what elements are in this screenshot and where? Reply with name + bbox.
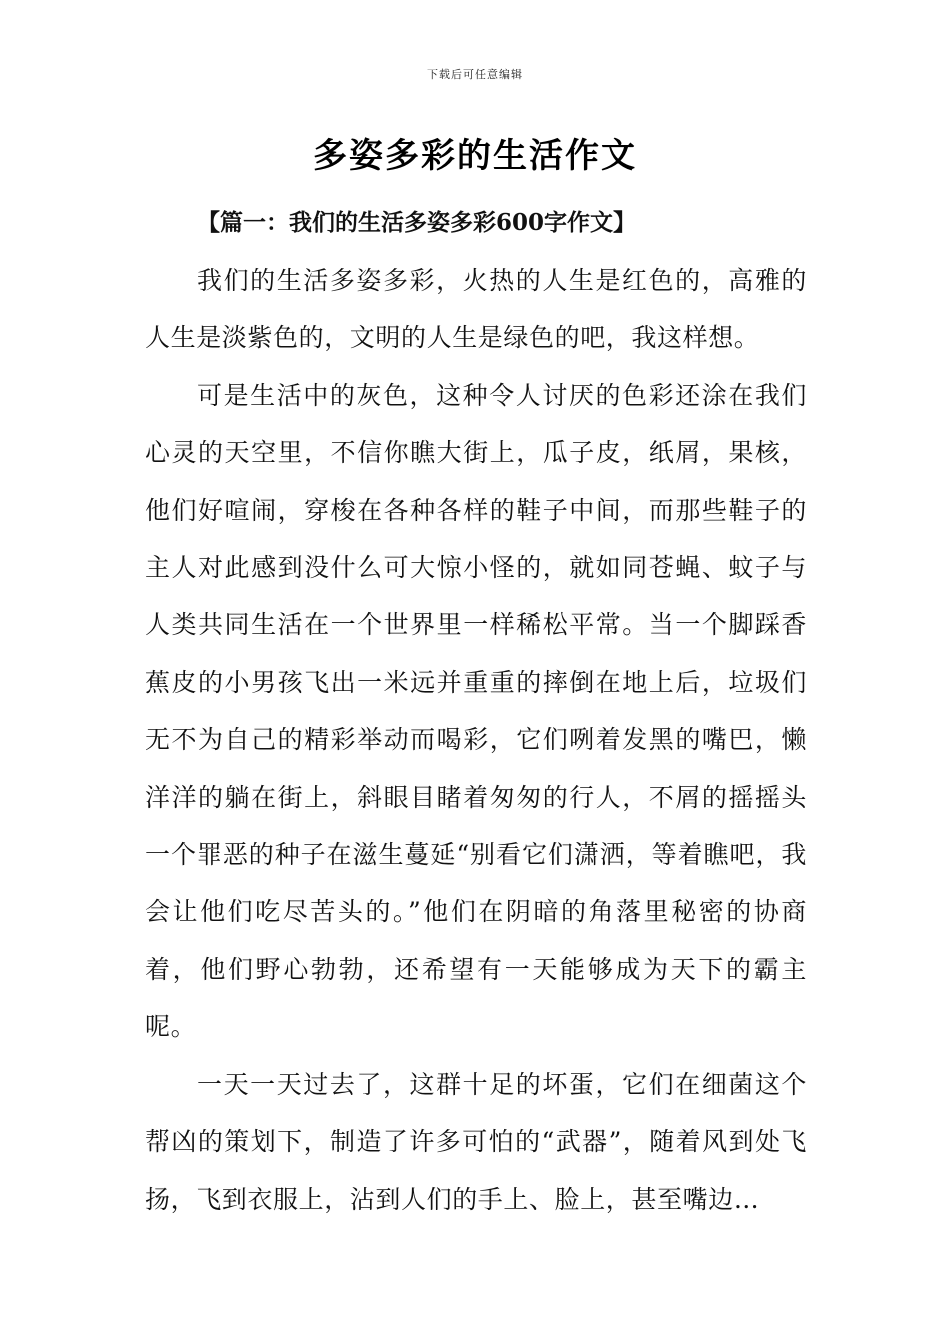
header-note: 下载后可任意编辑 [427, 68, 523, 81]
page-title: 多姿多彩的生活作文 [313, 136, 637, 176]
paragraph: 可是生活中的灰色，这种令人讨厌的色彩还涂在我们心灵的天空里，不信你瞧大街上，瓜子皮，纸屑，果核，他们好喧闹，穿梭在各种各样的鞋子中间，而那些鞋子的主人对此感到没什么可大惊小怪的，就如同苍蝇、蚊子与人类共同生活在一个世界里一样稀松平常。当一个脚踩香蕉皮的小男孩飞出一米远并重重的摔倒在地上后，垃圾们无不为自己的精彩举动而喝彩，它们咧着发黑的嘴巴，懒洋洋的躺在街上，斜眼目睹着匆匆的行人，不屑的摇摇头一个罪恶的种子在滋生蔓延“别看它们潇洒，等着瞧吧，我会让他们吃尽苦头的。”他们在阴暗的角落里秘密的协商着，他们野心勃勃，还希望有一天能够成为天下的霸主呢。 [145, 380, 807, 1042]
body-text [145, 252, 807, 1228]
paragraph: 我们的生活多姿多彩，火热的人生是红色的，高雅的人生是淡紫色的，文明的人生是绿色的吧，我这样想。 [145, 266, 807, 353]
paragraph: 一天一天过去了，这群十足的坏蛋，它们在细菌这个帮凶的策划下，制造了许多可怕的“武器”，随着风到处飞扬，飞到衣服上，沾到人们的手上、脸上，甚至嘴边… [145, 1069, 807, 1214]
section-heading: 【篇一：我们的生活多姿多彩600字作文】 [197, 209, 637, 236]
